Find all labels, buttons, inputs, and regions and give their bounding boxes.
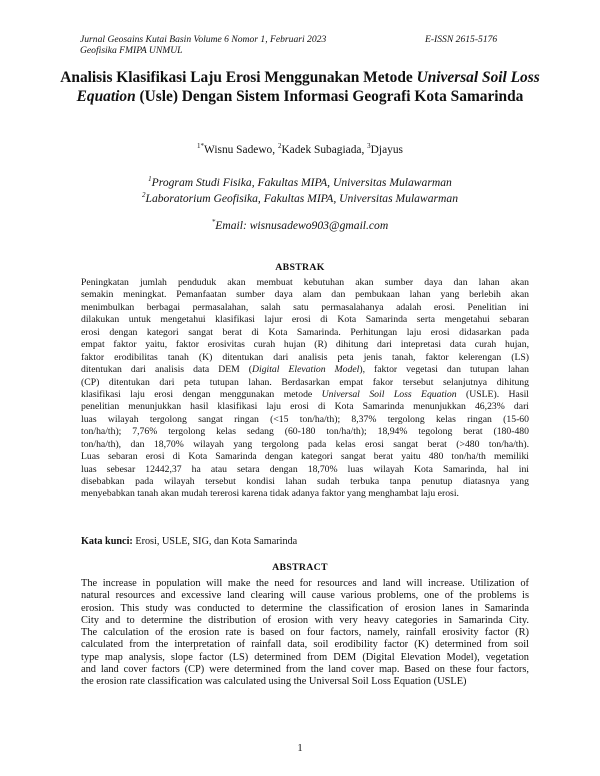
- affiliation-2-text: Laboratorium Geofisika, Fakultas MIPA, Universitas Mulawarman: [145, 192, 458, 205]
- journal-name: Jurnal Geosains Kutai Basin Volume 6 Nomor 1, Februari 2023: [80, 34, 327, 45]
- abstrak-line: [81, 401, 529, 413]
- abstrak-text: ton/ha/th), dan 18,70% wilayah yang tergolong pada kelas erosi sangat berat (>480 ton/ha/th).: [81, 438, 529, 450]
- author-2-mark: 2: [277, 142, 282, 151]
- author-list: [0, 144, 600, 156]
- abstract-heading: ABSTRACT: [272, 562, 328, 573]
- abstrak-line: [81, 352, 529, 364]
- affiliation-2: [0, 190, 600, 207]
- abstrak-text: Universal Soil Loss Equation: [321, 388, 457, 400]
- abstrak-text: empat faktor yaitu, faktor erosivitas curah hujan (R) dihitung dari intepretasi data curah hujan,: [81, 339, 529, 351]
- abstrak-text: luas wilayah tergolong sangat ringan (<15 ton/ha/th); 8,37% tergolong kelas ringan (15-60: [81, 413, 529, 425]
- abstract-line: [81, 664, 529, 676]
- abstract-line: [81, 603, 529, 615]
- paper-title: [60, 69, 540, 106]
- abstrak-line: [81, 364, 529, 376]
- affiliation-2-mark: 2: [142, 191, 146, 200]
- abstrak-line: [81, 439, 529, 451]
- author-2: Kadek Subagiada,: [281, 144, 368, 156]
- abstrak-text: luas sebesar 12442,37 ha atau setara dengan 18,70% luas wilayah Kota Samarinda, hal ini: [81, 463, 529, 475]
- author-1-mark: 1*: [197, 142, 205, 151]
- abstract-text: the erosion rate classification was calculated using the Universal Soil Loss Equation (USLE): [81, 676, 467, 687]
- abstrak-text: semakin meningkat. Pemanfaatan sumber daya alam dan pembukaan lahan yang berlebih akan: [81, 289, 529, 301]
- keywords-text: Erosi, USLE, SIG, dan Kota Samarinda: [132, 536, 298, 547]
- abstrak-text: klasifikasi laju erosi dengan menggunakan metode: [81, 388, 322, 400]
- abstrak-text: dilakukan untuk mengetahui klasifikasi lajur erosi di Kota Samarinda serta mengetahui sebaran: [81, 314, 529, 326]
- abstract-text: natural resources and excessive land clearing will cause various problems, one of the problems is: [81, 590, 529, 602]
- abstract-text: The calculation of the erosion rate is based on four factors, namely, rainfall erosivity factor (R): [81, 627, 529, 638]
- author-1: Wisnu Sadewo,: [204, 144, 278, 156]
- abstrak-line: [81, 426, 529, 438]
- keywords-label: Kata kunci:: [81, 536, 133, 547]
- email-mark: *: [211, 218, 216, 227]
- abstrak-text: erosi dengan kategori sangat berat di Kota Samarinda. Perhitungan laju erosi didasarkan pada: [81, 326, 529, 338]
- abstrak-text: Digital Elevation Model: [252, 364, 360, 376]
- abstract-text: calculated from the interpretation of rainfall data, soil erodibility factor (K) determined from soil: [81, 639, 529, 651]
- abstrak-text: Luas sebaran erosi di Kota Samarinda dengan kategori sangat berat yaitu 480 ton/ha/th memiliki: [81, 451, 529, 463]
- abstract-text: type map analysis, slope factor (LS) determined from DEM (Digital Elevation Model), vegetation: [81, 651, 529, 663]
- abstrak-text: Peningkatan jumlah penduduk akan membuat kebutuhan akan sumber daya dan lahan akan: [81, 277, 529, 288]
- abstract-text: The increase in population will make the need for resources and land will increase. Utilization of: [81, 578, 529, 589]
- abstrak-line: [81, 377, 529, 389]
- abstract-text: and land cover factors (CP) were determined from the land cover map. Based on these four factors,: [81, 663, 529, 675]
- abstrak-text: ditentukan dari analisis data DEM (: [81, 364, 252, 376]
- abstrak-line: [81, 389, 529, 401]
- running-header: [80, 34, 326, 56]
- abstrak-text: (USLE). Hasil: [456, 388, 530, 400]
- affiliation-1-mark: 1: [148, 175, 152, 184]
- abstrak-line: [81, 476, 529, 488]
- abstract-body: [81, 578, 529, 688]
- abstract-line: [81, 578, 529, 590]
- title-part-1: Analisis Klasifikasi Laju Erosi Menggunakan Metode: [60, 69, 417, 86]
- abstract-line: [81, 676, 529, 688]
- author-3: Djayus: [370, 144, 403, 156]
- abstrak-text: menimbulkan berbagai permasalahan, salah satu permasalahanya adalah erosi. Penelitian ini: [81, 301, 529, 313]
- affiliation-1: [0, 174, 600, 191]
- abstrak-line: [81, 464, 529, 476]
- email-text: Email: wisnusadewo903@gmail.com: [215, 219, 389, 232]
- abstrak-line: [81, 451, 529, 463]
- abstract-line: [81, 615, 529, 627]
- abstrak-line: [81, 277, 529, 289]
- abstrak-text: ton/ha/th); 7,76% tergolong kelas sedang (60-180 ton/ha/th); 18,94% tegolong berat (180-480: [81, 426, 529, 438]
- abstract-line: [81, 639, 529, 651]
- abstrak-text: ), faktor vegetasi dan tutupan lahan: [359, 364, 529, 376]
- abstrak-line: [81, 314, 529, 326]
- abstract-text: erosion. This study was conducted to determine the classification of erosion lanes in Samarinda: [81, 602, 529, 614]
- abstrak-line: [81, 414, 529, 426]
- abstrak-line: [81, 327, 529, 339]
- page-number: 1: [297, 743, 303, 754]
- abstrak-text: menyebabkan tanah akan mudah tererosi karena tidak adanya faktor yang menghambat laju erosi.: [81, 488, 459, 500]
- abstrak-line: [81, 289, 529, 301]
- affiliation-1-text: Program Studi Fisika, Fakultas MIPA, Universitas Mulawarman: [151, 176, 452, 189]
- abstract-line: [81, 627, 529, 639]
- abstrak-text: faktor erodibilitas tanah (K) ditentukan dari analisis peta jenis tanah, faktor kelerengan (LS): [81, 351, 529, 363]
- title-part-2: Universal Soil Loss Equation: [76, 69, 540, 105]
- abstrak-text: penelitian menunjukkan hasil klasifikasi laju erosi di Kota Samarinda menunjukkan 46,23% dari: [81, 401, 529, 413]
- abstract-line: [81, 590, 529, 602]
- publisher-name: Geofisika FMIPA UNMUL: [80, 45, 183, 56]
- abstrak-line: [81, 339, 529, 351]
- abstrak-text: disebabkan pada wilayah tersebut kondisi lahan sudah terbuka tanpa penutup diatasnya yang: [81, 476, 529, 487]
- corresponding-email: [0, 219, 600, 232]
- abstrak-line: [81, 302, 529, 314]
- title-part-3: (Usle) Dengan Sistem Informasi Geografi Kota Samarinda: [135, 87, 524, 105]
- issn-label: E-ISSN 2615-5176: [425, 34, 498, 45]
- abstrak-text: (CP) ditentukan dari peta tutupan lahan. Berdasarkan empat fakor tersebut selanjutnya dihitung: [81, 376, 529, 388]
- abstrak-heading: ABSTRAK: [275, 262, 325, 273]
- abstract-text: City and to determine the distribution of erosion with very heavy categories in Samarinda City.: [81, 614, 529, 626]
- keywords: [81, 536, 297, 547]
- abstrak-line: [81, 488, 529, 500]
- abstract-line: [81, 652, 529, 664]
- author-3-mark: 3: [367, 142, 371, 151]
- abstrak-body: [81, 277, 529, 501]
